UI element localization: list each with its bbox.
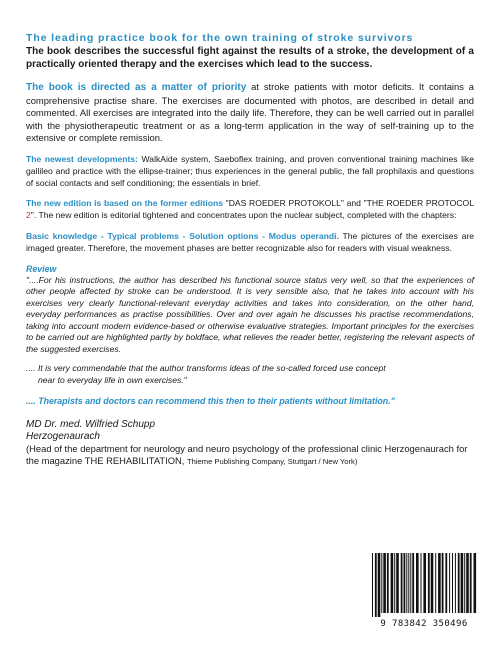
edition-paragraph (26, 198, 474, 222)
barcode-bar (378, 553, 381, 617)
barcode-bar (435, 553, 436, 613)
barcode-bar (383, 553, 386, 613)
edition-text-1: "DAS ROEDER PROTOKOLL" and "THE ROEDER PROTOCOL (223, 198, 474, 209)
basic-text: The pictures of the exercises are imaged greater. Therefore, the movement phases are better recognizable also for readers with visual weakness. (26, 230, 474, 253)
barcode-bar (449, 553, 450, 613)
barcode-bars (368, 551, 480, 617)
edition-lead: The new edition is based on the former editions (26, 198, 224, 209)
developments-text: WalkAide system, Saeboflex training, and proven conventional training machines like gallileo and practice with the ellipse-trainer; thus experiences in the general public, the fall prophilaxis and questions of social contacts and self conditioning; the essentials in brief. (26, 153, 474, 188)
barcode-bar (375, 553, 377, 617)
author-place: Herzogenaurach (26, 431, 100, 443)
isbn-number: 9 783842 350496 (380, 619, 468, 629)
barcode-bar (421, 553, 422, 613)
tagline: The leading practice book for the own training of stroke survivors (26, 32, 414, 44)
review-closing: .... Therapists and doctors can recommend this then to their patients without limitation." (26, 396, 395, 407)
barcode-bar (396, 553, 399, 613)
barcode-bar (404, 553, 406, 613)
barcode-bar (406, 553, 407, 613)
publisher-text: Thieme Publishing Company, Stuttgart / New York) (187, 457, 358, 467)
barcode-bar (416, 553, 419, 613)
edition-number: 2 (26, 210, 31, 221)
barcode-bar (455, 553, 456, 613)
barcode-bar (372, 553, 373, 617)
review-quote-2-line-2: near to everyday life in own exercises." (38, 374, 187, 385)
barcode-bar (431, 553, 434, 613)
barcode-bar (442, 553, 444, 613)
affiliation-text: (Head of the department for neurology and neuro psychology of the professional clinic Herzogenaurach for the magazine THE REHABILITATION, (26, 443, 468, 467)
barcode (368, 551, 480, 631)
review-quote-2-line-1: .... It is very commendable that the author transforms ideas of the so-called forced use concept (26, 363, 386, 374)
intro-paragraph: The book describes the successful fight against the results of a stroke, the development of a practically oriented therapy and the exercises which lead to the success. (26, 46, 474, 70)
priority-text: at stroke patients with motor deficits. It contains a comprehensive practise share. The exercises are documented with photos, are described in detail and commented. All exercises are integrated into the daily life. Therefore, they can be well carried out in parallel with the physiotherapeutic treatment or as a long-term application in the way of self-training up to the extensive or complete remission. (26, 81, 474, 144)
barcode-bar (461, 553, 464, 613)
barcode-bar (401, 553, 403, 613)
basic-lead: Basic knowledge - Typical problems - Solution options - Modus operandi. (26, 230, 339, 241)
developments-paragraph (26, 154, 474, 189)
barcode-bar (410, 553, 411, 613)
barcode-bar (394, 553, 395, 613)
back-cover (26, 32, 474, 468)
barcode-bar (423, 553, 426, 613)
barcode-bar (391, 553, 394, 613)
barcode-bar (428, 553, 430, 613)
barcode-bar (458, 553, 460, 613)
barcode-bar (381, 553, 382, 613)
developments-lead: The newest developments: (26, 153, 139, 164)
edition-text-2: ". The new edition is editorial tightened and concentrates upon the nuclear subject, completed with the chapters: (30, 210, 457, 221)
basic-paragraph (26, 231, 474, 255)
barcode-bar (470, 553, 472, 613)
review-heading: Review (26, 263, 57, 274)
barcode-bar (464, 553, 465, 613)
barcode-bar (387, 553, 389, 613)
barcode-bar (466, 553, 469, 613)
barcode-bar (408, 553, 409, 613)
priority-paragraph (26, 81, 474, 145)
author-name: MD Dr. med. Wilfried Schupp (26, 419, 156, 431)
barcode-bar (474, 553, 477, 613)
author-affiliation (26, 443, 474, 468)
priority-lead: The book is directed as a matter of priority (26, 82, 247, 93)
barcode-bar (412, 553, 414, 613)
barcode-bar (452, 553, 453, 613)
barcode-bar (438, 553, 441, 613)
review-quote: "....For his instructions, the author has described his functional source status very well, so that the experiences of other people affected by stroke can be understood. It is very sensible also, that he takes into account with his exercises very clearly functional-relevant everyday activities and takes into consideration, on the other hand, everyday performances as practise possibilities. Over and over again he discusses his practise recommendations, taking into account modern evidence-based or otherwise evaluative strategies. Important principles for the exercises to be carried out are highlighted partly by boldface, what relieves the reader better, registering the relevant aspects of the suggested exercises. (26, 274, 474, 354)
barcode-bar (445, 553, 447, 613)
review-quote-2 (26, 363, 474, 386)
